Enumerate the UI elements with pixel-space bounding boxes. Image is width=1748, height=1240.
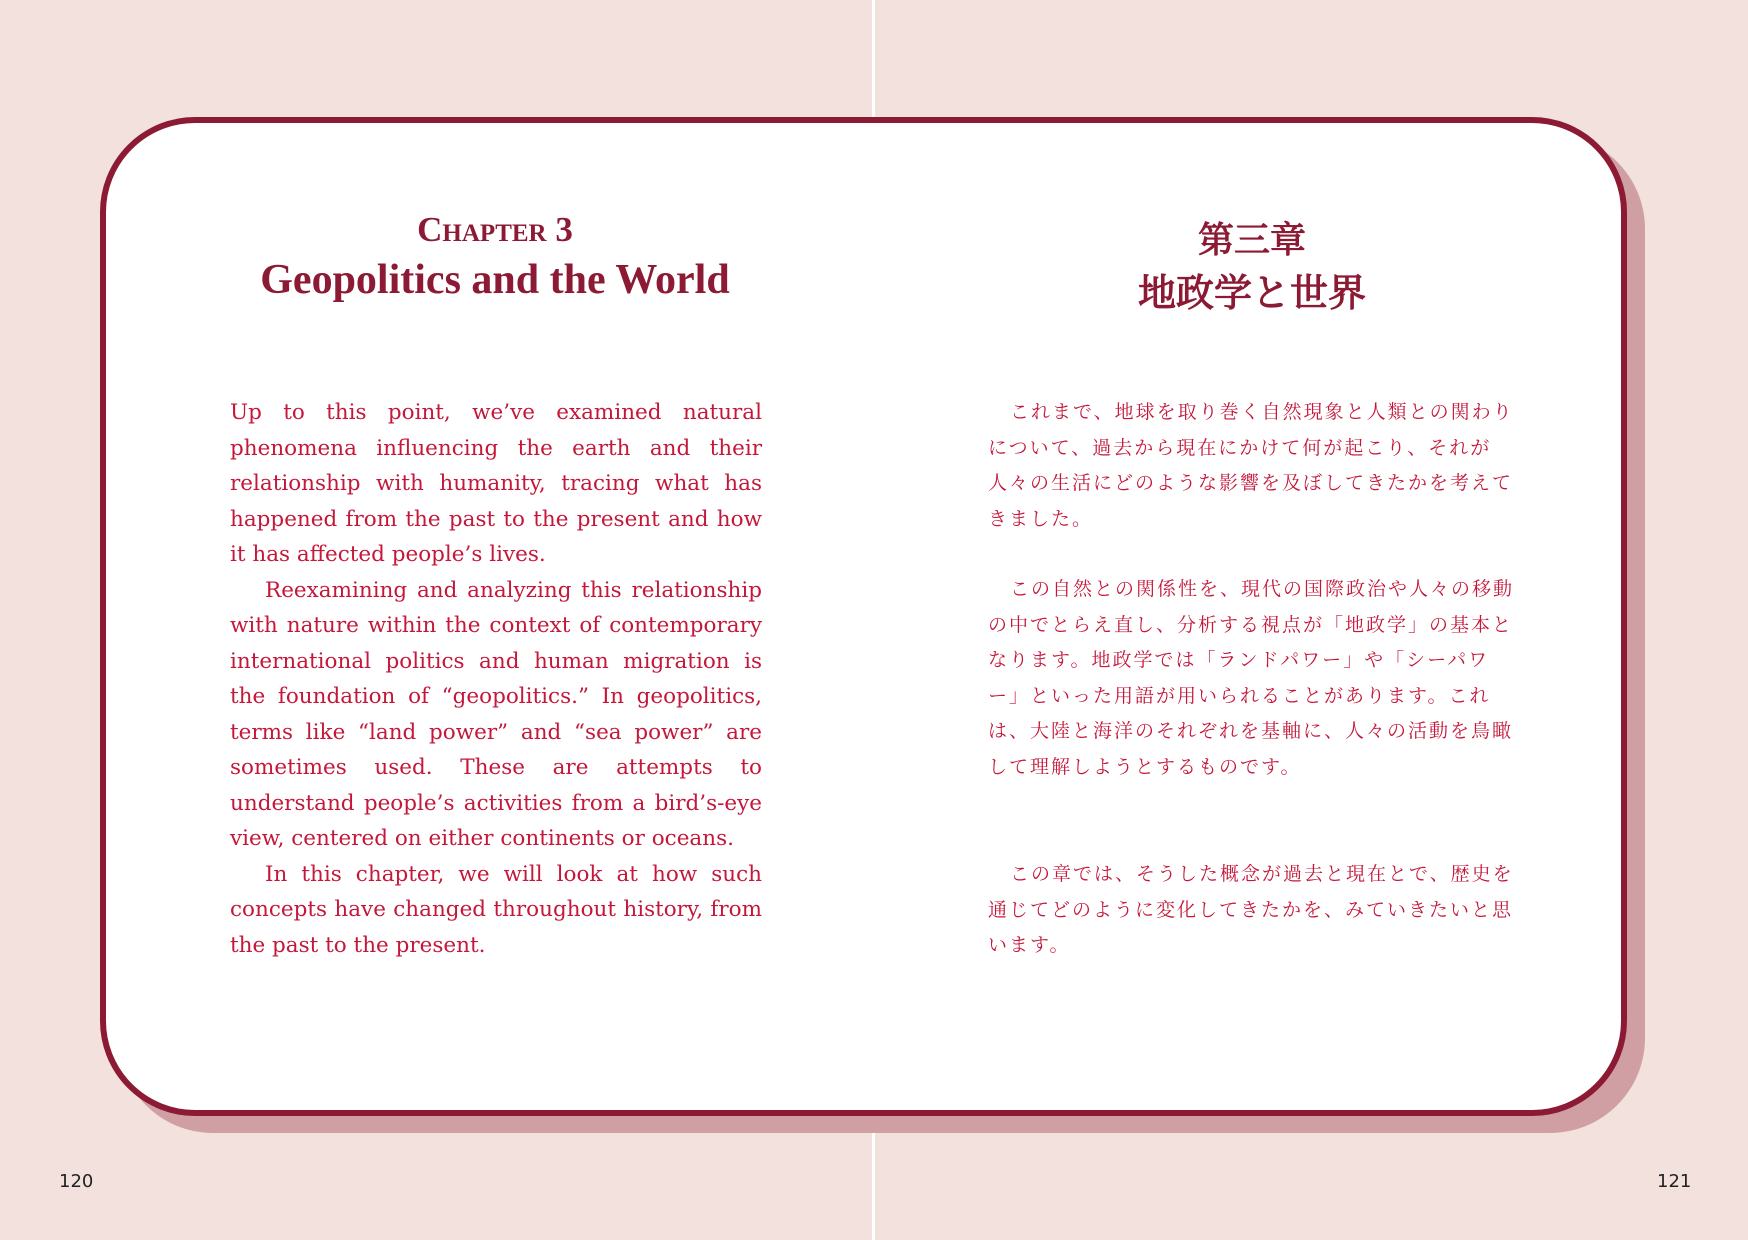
english-paragraph-2: Reexamining and analyzing this relationship with nature within the context of contemporary international politics and human migration is the foundation of “geopolitics.” In geopolitics, terms like “land power” and “sea power” are sometimes used. These are attempts to understand people’s activities from a bird’s-eye view, centered on either continents or oceans.: [230, 577, 762, 851]
japanese-chapter-label: 第三章: [1197, 219, 1306, 261]
english-chapter-label: Chapter 3: [417, 210, 573, 249]
english-chapter-title: Geopolitics and the World: [260, 257, 730, 303]
left-page-number: 120: [59, 1171, 94, 1192]
english-body-text: [230, 395, 762, 963]
japanese-chapter-title: 地政学と世界: [1137, 270, 1366, 315]
english-paragraph-1: Up to this point, we’ve examined natural phenomena influencing the earth and their relationship with humanity, tracing what has happened from the past to the present and how it has affected people’s lives.: [230, 400, 762, 567]
japanese-paragraph-3: この章では、そうした概念が過去と現在とで、歴史を通じてどのように変化してきたかを、みていきたいと思います。: [988, 863, 1514, 956]
japanese-paragraph-2: この自然との関係性を、現代の国際政治や人々の移動の中でとらえ直し、分析する視点が「地政学」の基本となります。地政学では「ランドパワー」や「シーパワー」といった用語が用いられることがあります。これは、大陸と海洋のそれぞれを基軸に、人々の活動を鳥瞰して理解しようとするものです。: [988, 578, 1515, 778]
english-paragraph-3: In this chapter, we will look at how such concepts have changed throughout history, from the past to the present.: [230, 861, 762, 958]
japanese-paragraph-1: これまで、地球を取り巻く自然現象と人類との関わりについて、過去から現在にかけて何が起こり、それが人々の生活にどのような影響を及ぼしてきたかを考えてきました。: [988, 401, 1514, 530]
right-page-number: 121: [1657, 1171, 1692, 1192]
japanese-body-text: [988, 395, 1518, 964]
